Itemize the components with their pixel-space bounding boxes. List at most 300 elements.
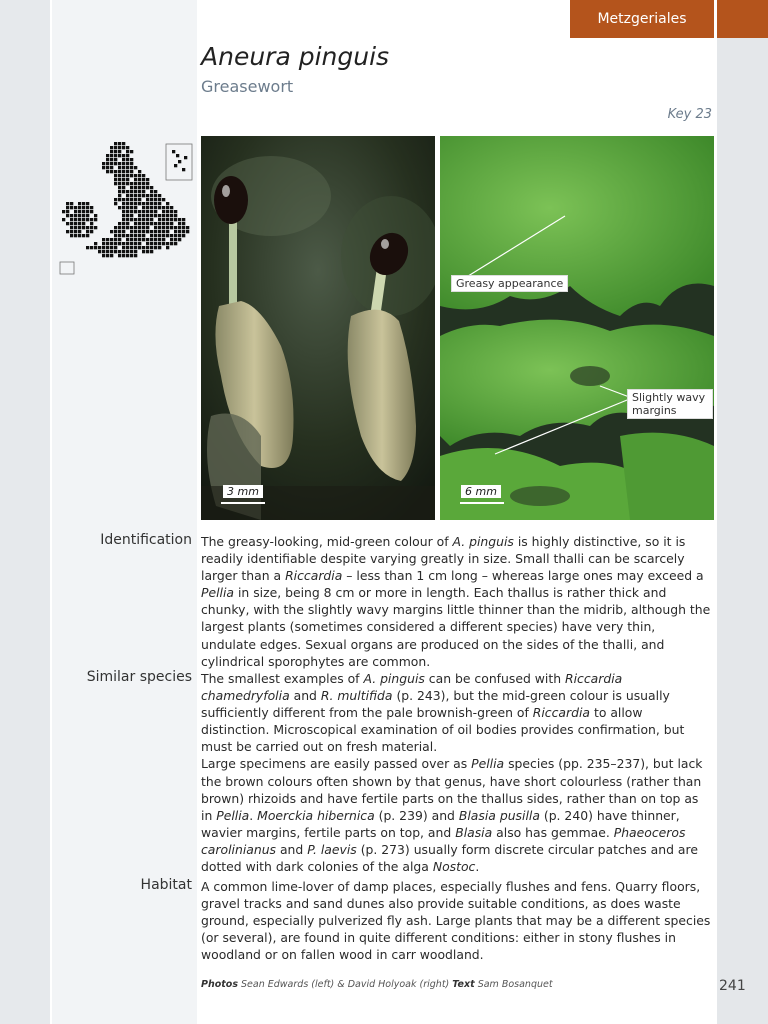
annotation-wavy-margins — [627, 389, 713, 419]
map-dot — [118, 190, 121, 193]
map-dot — [142, 250, 145, 253]
map-dot — [162, 242, 165, 245]
map-dot — [110, 154, 113, 157]
map-dot — [158, 218, 161, 221]
map-dot — [150, 246, 153, 249]
map-dot — [122, 206, 125, 209]
map-dot — [110, 242, 113, 245]
map-dot — [74, 206, 77, 209]
map-dot — [154, 226, 157, 229]
map-dot — [118, 238, 121, 241]
map-dot — [138, 190, 141, 193]
map-dot — [106, 246, 109, 249]
map-dot — [126, 202, 129, 205]
map-dot — [166, 202, 169, 205]
map-dot — [174, 230, 177, 233]
map-dot — [146, 222, 149, 225]
map-dot — [78, 206, 81, 209]
map-dot — [170, 222, 173, 225]
map-dot — [126, 218, 129, 221]
map-dot — [122, 198, 125, 201]
map-dot — [170, 206, 173, 209]
map-dot — [130, 238, 133, 241]
map-dot — [122, 142, 125, 145]
map-dot — [122, 214, 125, 217]
map-dot — [130, 194, 133, 197]
map-dot — [118, 166, 121, 169]
map-dot — [166, 222, 169, 225]
map-dot — [114, 146, 117, 149]
map-dot — [110, 162, 113, 165]
identification-text — [201, 533, 713, 670]
map-dot — [138, 214, 141, 217]
map-dot — [122, 162, 125, 165]
map-dot-inset — [176, 154, 179, 157]
map-dot — [126, 246, 129, 249]
map-dot — [170, 214, 173, 217]
map-dot — [118, 242, 121, 245]
map-dot — [102, 246, 105, 249]
map-dot — [162, 218, 165, 221]
map-dot — [106, 238, 109, 241]
map-dot — [114, 198, 117, 201]
species-latin-name: Aneura pinguis — [201, 42, 390, 71]
map-dot — [74, 210, 77, 213]
map-dot — [126, 242, 129, 245]
map-dot — [110, 170, 113, 173]
chapter-tab: Metzgeriales — [570, 0, 714, 38]
map-dot — [78, 210, 81, 213]
map-dot — [166, 206, 169, 209]
map-dot — [158, 234, 161, 237]
map-dot — [138, 234, 141, 237]
map-dot — [154, 234, 157, 237]
map-dot — [122, 166, 125, 169]
map-dot — [130, 150, 133, 153]
map-dot — [110, 238, 113, 241]
annotation-greasy-appearance: Greasy appearance — [451, 275, 568, 292]
map-dot — [66, 210, 69, 213]
map-dot — [126, 150, 129, 153]
credits-photos-label: Photos — [201, 979, 238, 990]
map-dot — [174, 242, 177, 245]
identification-heading: Identification — [100, 532, 192, 548]
map-dot — [134, 194, 137, 197]
map-dot — [130, 218, 133, 221]
map-dot — [146, 218, 149, 221]
map-dot — [130, 210, 133, 213]
map-dot — [74, 226, 77, 229]
map-dot — [130, 214, 133, 217]
map-dot — [118, 186, 121, 189]
map-dot — [130, 170, 133, 173]
map-dot — [130, 190, 133, 193]
map-dot — [118, 226, 121, 229]
map-dot — [162, 230, 165, 233]
map-dot — [182, 218, 185, 221]
map-dot — [142, 238, 145, 241]
map-dot — [138, 246, 141, 249]
map-dot — [94, 226, 97, 229]
map-dot — [166, 246, 169, 249]
map-dot — [146, 206, 149, 209]
map-dot-inset — [174, 164, 177, 167]
map-dot — [142, 222, 145, 225]
map-dot — [70, 218, 73, 221]
map-dot — [90, 218, 93, 221]
map-dot — [126, 154, 129, 157]
map-dot — [118, 254, 121, 257]
map-dot — [114, 170, 117, 173]
map-dot — [114, 162, 117, 165]
map-dot — [166, 218, 169, 221]
map-dot — [122, 170, 125, 173]
map-dot — [166, 230, 169, 233]
map-dot — [122, 182, 125, 185]
map-dot — [130, 162, 133, 165]
map-dot — [146, 246, 149, 249]
map-dot — [114, 154, 117, 157]
map-dot — [126, 206, 129, 209]
map-dot — [102, 250, 105, 253]
map-dot-inset — [184, 156, 187, 159]
map-dot — [110, 230, 113, 233]
map-dot — [94, 242, 97, 245]
map-dot — [130, 158, 133, 161]
map-dot — [150, 230, 153, 233]
map-dot — [126, 234, 129, 237]
map-dot — [146, 226, 149, 229]
map-dot — [110, 166, 113, 169]
map-dot — [66, 206, 69, 209]
credits-text-label: Text — [452, 979, 475, 990]
photo-left-illustration — [201, 136, 435, 520]
map-dot — [182, 230, 185, 233]
map-dot — [134, 246, 137, 249]
map-dot — [166, 214, 169, 217]
map-dot — [78, 214, 81, 217]
map-dot — [134, 198, 137, 201]
map-dot — [86, 206, 89, 209]
map-dot — [130, 198, 133, 201]
map-dot — [186, 230, 189, 233]
map-dot — [106, 254, 109, 257]
map-dot-inset — [178, 160, 181, 163]
map-dot — [78, 226, 81, 229]
map-dot — [122, 158, 125, 161]
map-dot — [154, 222, 157, 225]
map-dot — [110, 246, 113, 249]
map-dot — [126, 182, 129, 185]
map-dot — [74, 222, 77, 225]
map-dot — [82, 214, 85, 217]
map-dot — [70, 206, 73, 209]
map-dot — [118, 222, 121, 225]
map-dot — [102, 238, 105, 241]
map-dot — [162, 222, 165, 225]
map-dot — [118, 206, 121, 209]
map-dot — [66, 202, 69, 205]
map-dot — [166, 210, 169, 213]
map-dot — [106, 250, 109, 253]
map-dot — [82, 226, 85, 229]
map-dot — [130, 174, 133, 177]
map-dot — [74, 214, 77, 217]
map-dot — [126, 190, 129, 193]
map-dot — [166, 226, 169, 229]
map-dot — [66, 230, 69, 233]
map-dot — [86, 214, 89, 217]
map-dot — [178, 222, 181, 225]
map-dot — [166, 242, 169, 245]
map-dot — [162, 214, 165, 217]
map-dot — [114, 150, 117, 153]
map-dot — [86, 210, 89, 213]
map-dot — [154, 246, 157, 249]
map-dot — [142, 230, 145, 233]
map-dot — [126, 226, 129, 229]
map-dot — [126, 198, 129, 201]
map-dot — [114, 174, 117, 177]
map-dot — [70, 214, 73, 217]
map-dot — [146, 182, 149, 185]
map-dot — [178, 234, 181, 237]
map-dot — [138, 178, 141, 181]
map-dot — [102, 254, 105, 257]
map-dot — [138, 174, 141, 177]
map-dot — [114, 242, 117, 245]
map-dot — [126, 250, 129, 253]
map-dot — [146, 250, 149, 253]
annotation-wavy-line1: Slightly wavy — [632, 391, 706, 404]
key-reference: Key 23 — [667, 107, 712, 122]
map-dot — [94, 246, 97, 249]
map-dot — [150, 222, 153, 225]
map-dot — [158, 230, 161, 233]
map-dot — [114, 234, 117, 237]
map-dot — [130, 246, 133, 249]
map-dot — [90, 206, 93, 209]
map-dot — [106, 162, 109, 165]
map-dot — [94, 218, 97, 221]
map-dot — [118, 230, 121, 233]
map-dot — [170, 242, 173, 245]
map-dot — [114, 230, 117, 233]
map-dot — [86, 234, 89, 237]
map-dot — [134, 174, 137, 177]
distribution-map — [58, 134, 194, 280]
map-dot — [114, 142, 117, 145]
map-dot — [146, 210, 149, 213]
scale-label-right: 6 mm — [461, 485, 501, 498]
map-dot — [118, 174, 121, 177]
map-dot — [138, 202, 141, 205]
map-dot — [150, 202, 153, 205]
map-dot — [118, 178, 121, 181]
map-dot — [86, 246, 89, 249]
map-dot — [82, 206, 85, 209]
map-dot — [154, 238, 157, 241]
map-dot — [106, 154, 109, 157]
map-dot — [150, 250, 153, 253]
map-dot — [90, 210, 93, 213]
map-dot — [154, 206, 157, 209]
map-dot — [90, 222, 93, 225]
map-dot — [130, 230, 133, 233]
map-dot — [62, 218, 65, 221]
map-dot — [118, 154, 121, 157]
map-dot — [158, 238, 161, 241]
map-dot — [178, 230, 181, 233]
map-dot — [134, 226, 137, 229]
map-dot — [138, 198, 141, 201]
map-dot — [178, 226, 181, 229]
map-dot — [130, 202, 133, 205]
map-dot — [138, 226, 141, 229]
map-dot — [138, 194, 141, 197]
map-dot — [74, 218, 77, 221]
map-dot — [114, 226, 117, 229]
map-dot — [150, 198, 153, 201]
map-dot — [126, 222, 129, 225]
similar-species-heading: Similar species — [86, 669, 192, 685]
map-dot — [106, 158, 109, 161]
map-dot — [170, 226, 173, 229]
habitat-heading: Habitat — [140, 877, 192, 893]
map-dot — [78, 218, 81, 221]
map-dot — [154, 198, 157, 201]
habitat-text: A common lime-lover of damp places, especially flushes and fens. Quarry floors, gravel tracks and sand dunes also provide suitable conditions, as does waste ground, especially pulverized fly ash. Large plants that may be a different species (or several), are found in quite different conditions: either in stony flushes in woodland or on fallen wood in carr woodland. — [201, 879, 711, 963]
map-dot — [62, 210, 65, 213]
map-dot — [122, 174, 125, 177]
map-dot — [174, 226, 177, 229]
map-dot — [102, 166, 105, 169]
map-dot — [106, 166, 109, 169]
scale-bar-left — [221, 502, 265, 504]
map-dot — [142, 226, 145, 229]
map-dot — [126, 174, 129, 177]
map-dot — [122, 242, 125, 245]
map-dot — [118, 170, 121, 173]
map-dot — [98, 250, 101, 253]
map-dot — [138, 218, 141, 221]
map-dot — [134, 242, 137, 245]
map-dot — [142, 174, 145, 177]
map-dot — [118, 198, 121, 201]
map-dot — [122, 218, 125, 221]
map-dot — [150, 234, 153, 237]
map-dot — [146, 214, 149, 217]
map-dot — [134, 190, 137, 193]
map-dot — [138, 186, 141, 189]
map-dot — [126, 254, 129, 257]
map-dot — [126, 166, 129, 169]
map-dot — [154, 202, 157, 205]
map-dot — [138, 170, 141, 173]
map-dot — [158, 206, 161, 209]
species-common-name: Greasewort — [201, 77, 294, 96]
photo-right-thalli — [440, 136, 714, 520]
map-dot — [74, 234, 77, 237]
similar-species-paragraph-1: The smallest examples of A. pinguis can be confused with Riccardia chamedryfolia and R. multifida (p. 243), but the mid-green colour is usually sufficiently different from the pale brownish-green of Riccardia to allow distinction. Microscopical examination of oil bodies provides confirmation, but must be carried out on fresh material. — [201, 671, 685, 755]
map-dot — [66, 222, 69, 225]
map-dot — [158, 214, 161, 217]
right-margin-band — [717, 0, 768, 1024]
map-dot — [102, 162, 105, 165]
map-dot — [138, 222, 141, 225]
map-dot — [70, 226, 73, 229]
credits-photos-text: Sean Edwards (left) & David Holyoak (right) — [241, 979, 450, 990]
photo-right-illustration — [440, 136, 714, 520]
map-dot — [162, 198, 165, 201]
map-dot — [78, 234, 81, 237]
map-dot — [134, 250, 137, 253]
map-dot — [174, 214, 177, 217]
map-dot — [154, 190, 157, 193]
map-dot — [150, 194, 153, 197]
map-dot — [134, 234, 137, 237]
map-dot — [138, 242, 141, 245]
map-dot — [150, 210, 153, 213]
map-dot — [182, 234, 185, 237]
map-dot — [94, 214, 97, 217]
map-dot — [122, 234, 125, 237]
map-dot — [130, 182, 133, 185]
page-number: 241 — [719, 978, 746, 994]
map-dot — [138, 230, 141, 233]
map-dot — [130, 166, 133, 169]
map-dot — [158, 202, 161, 205]
map-dot — [110, 158, 113, 161]
map-dot — [118, 182, 121, 185]
map-dot — [170, 234, 173, 237]
map-dot — [150, 218, 153, 221]
map-dot — [114, 202, 117, 205]
map-dot — [158, 194, 161, 197]
similar-species-text — [201, 670, 713, 875]
map-dot — [150, 214, 153, 217]
map-dot — [134, 254, 137, 257]
map-dot — [154, 242, 157, 245]
inset-box-channel-islands — [60, 262, 74, 274]
distribution-dots — [62, 142, 189, 257]
map-dot — [126, 214, 129, 217]
map-dot — [146, 202, 149, 205]
map-dot — [90, 230, 93, 233]
map-dot — [174, 238, 177, 241]
map-dot — [122, 254, 125, 257]
map-dot — [150, 242, 153, 245]
map-dot — [142, 246, 145, 249]
map-dot — [134, 222, 137, 225]
map-dot — [134, 210, 137, 213]
map-dot — [82, 218, 85, 221]
map-dot — [134, 178, 137, 181]
map-dot — [134, 186, 137, 189]
photo-text-credits — [201, 979, 553, 990]
map-dot — [142, 234, 145, 237]
map-dot — [150, 206, 153, 209]
map-dot — [170, 210, 173, 213]
map-dot — [158, 246, 161, 249]
map-dot — [134, 202, 137, 205]
map-dot — [134, 206, 137, 209]
map-dot — [70, 234, 73, 237]
map-dot — [130, 242, 133, 245]
map-dot — [114, 250, 117, 253]
map-dot — [82, 202, 85, 205]
map-dot — [122, 202, 125, 205]
